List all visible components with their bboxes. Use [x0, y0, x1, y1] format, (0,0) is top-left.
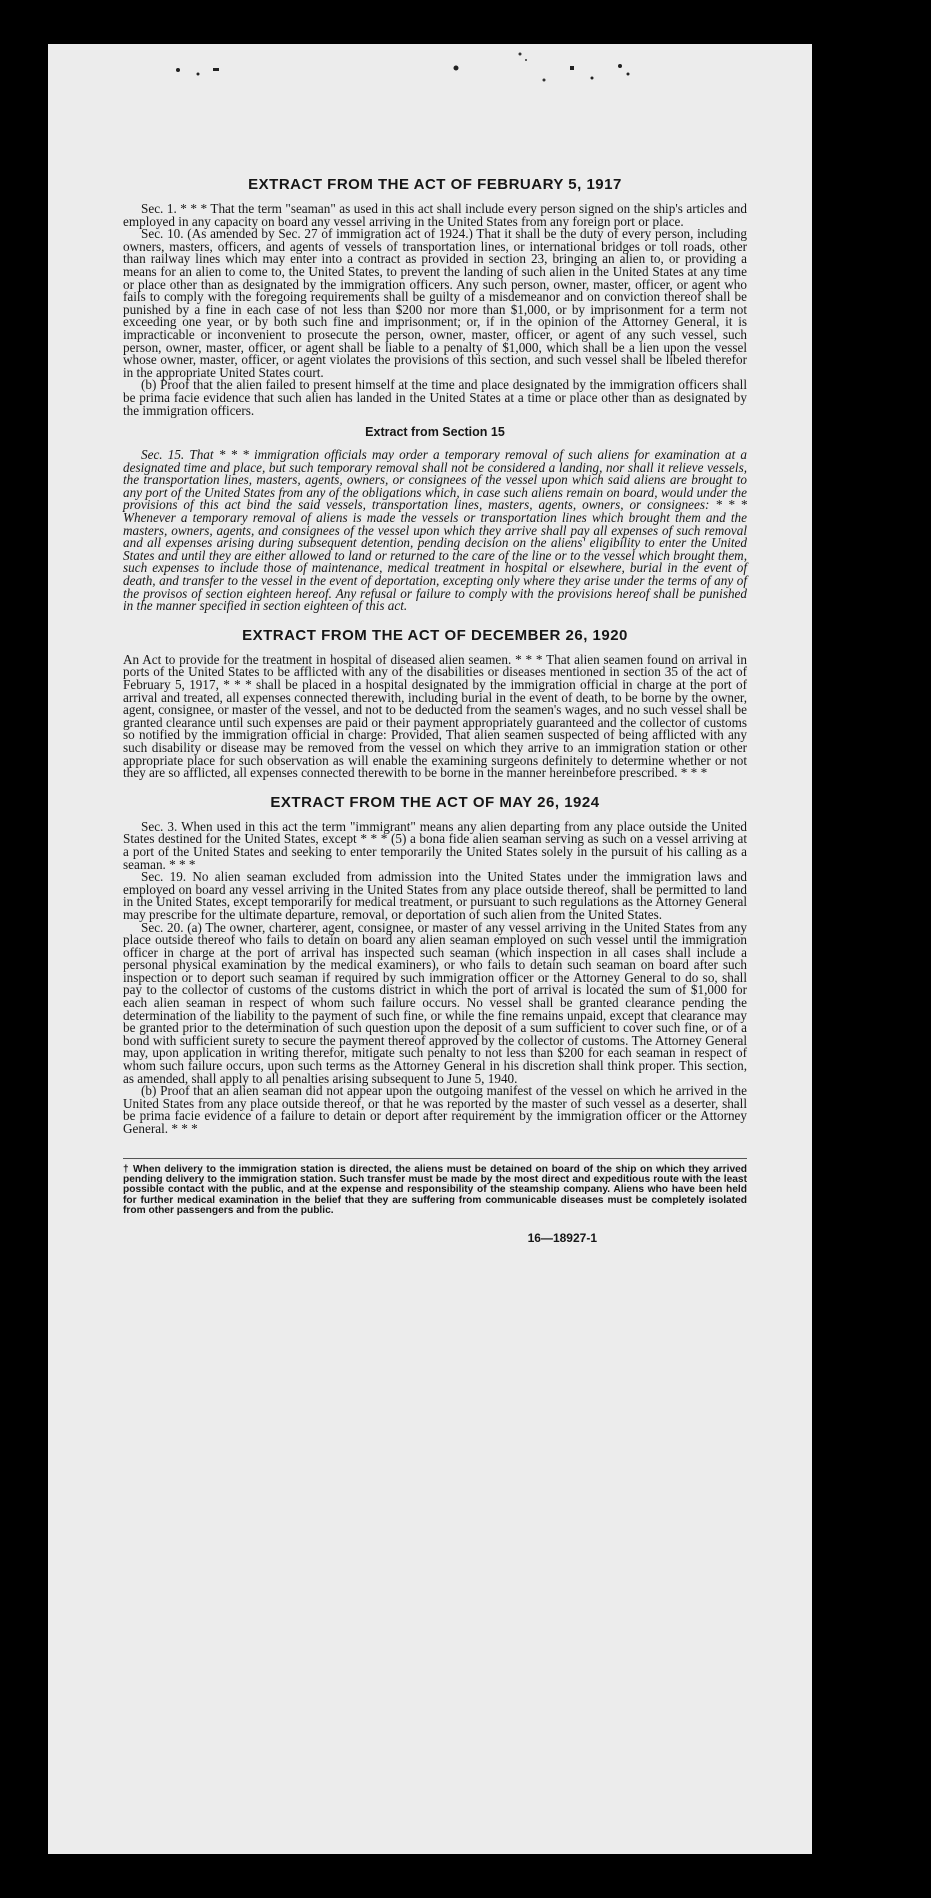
paragraph-sec-3: Sec. 3. When used in this act the term "immigrant" means any alien departing from any place outside the United States destined for the United States, except * * * (5) a bona fide alien seaman serving as such on a vessel arriving at a port of the United States and seeking to enter temporarily the United States solely in the pursuit of his calling as a seaman. * * *: [123, 818, 747, 872]
heading-act-1920: EXTRACT FROM THE ACT OF DECEMBER 26, 1920: [242, 626, 628, 644]
paragraph-sec-10b: (b) Proof that the alien failed to present himself at the time and place designated by the immigration officers shall be prima facie evidence that such alien has landed in the United States at a time or place other than as designated by the immigration officers.: [123, 377, 747, 418]
form-number: 16—18927-1: [527, 1230, 597, 1245]
paragraph-act-1920: An Act to provide for the treatment in hospital of diseased alien seamen. * * * That alien seamen found on arrival in ports of the United States to be afflicted with any of the disabilities or diseases mentioned in section 35 of the act of February 5, 1917, * * * shall be placed in a hospital designated by the immigration official in charge at the port of arrival and treated, all expenses connected therewith, including burial in the event of death, to be borne by the owner, agent, consignee, or master of the vessel, and not to be deducted from the seamen's wages, and no such vessel shall be granted clearance until such expenses are paid or their payment appropriately guaranteed and the collector of customs so notified by the immigration official in charge: Provided, That alien seamen suspected of being afflicted with any such disability or disease may be removed from the vessel on which they arrive to an immigration station or other appropriate place for such observation as will enable the examining surgeons definitely to determine whether or not they are so afflicted, all expenses connected therewith to be borne in the manner hereinbefore prescribed. * * *: [123, 651, 747, 781]
scan-specks: [48, 44, 812, 164]
paragraph-sec-19: Sec. 19. No alien seaman excluded from admission into the United States under the immigration laws and employed on board any vessel arriving in the United States from any place outside thereof, shall be permitted to land in the United States, except temporarily for medical treatment, or pursuant to such regulations as the Attorney General may prescribe for the ultimate departure, removal, or deportation of such alien from the United States.: [123, 869, 747, 922]
heading-act-1924: EXTRACT FROM THE ACT OF MAY 26, 1924: [270, 793, 600, 811]
paragraph-sec-20a: Sec. 20. (a) The owner, charterer, agent, consignee, or master of any vessel arriving in the United States from any place outside thereof who fails to detain on board any alien seaman employed on such vessel until the immigration officer in charge at the port of arrival has inspected such seaman (which inspection in all cases shall include a personal physical examination by the medical examiners), or who fails to detain such seaman on board after such inspection or to deport such seaman if required by such immigration officer or the Attorney General to do so, shall pay to the collector of customs of the customs district in which the port of arrival is located the sum of $1,000 for each alien seaman in respect of whom such failure occurs. No vessel shall be granted clearance pending the determination of the liability to the payment of such fine, or while the fine remains unpaid, except that clearance may be granted prior to the determination of such question upon the deposit of a sum sufficient to cover such fine, or of a bond with sufficient surety to secure the payment thereof approved by the collector of customs. The Attorney General may, upon application in writing therefor, mitigate such penalty to not less than $200 for each seaman in respect of whom such failure occurs, upon such terms as the Attorney General in his discretion shall think proper. This section, as amended, shall apply to all penalties arising subsequent to June 5, 1940.: [123, 919, 747, 1086]
document-page: [48, 44, 812, 1854]
footnote-text: † When delivery to the immigration station is directed, the aliens must be detained on board of the ship on which they arrived pending delivery to the immigration station. Such transfer must be made by the most direct and expeditious route with the least possible contact with the public, and at the expense and responsibility of the steamship company. Aliens who have been held for further medical examination in the belief that they are suffering from communicable diseases must be completely isolated from other passengers and from the public.: [123, 1163, 747, 1217]
paragraph-sec-1: Sec. 1. * * * That the term "seaman" as used in this act shall include every person signed on the ship's articles and employed in any capacity on board any vessel arriving in the United States from any foreign port or place.: [123, 201, 747, 229]
heading-section-15: Extract from Section 15: [365, 425, 505, 440]
paragraph-sec-10: Sec. 10. (As amended by Sec. 27 of immigration act of 1924.) That it shall be the duty of every person, including owners, masters, officers, and agents of vessels of transportation lines, or international bridges or toll roads, other than railway lines which may enter into a contract as provided in section 23, bringing an alien to, or providing a means for an alien to come to, the United States, to prevent the landing of such alien in the United States at any time or place other than as designated by the immigration officers. Any such person, owner, master, officer, or agent who fails to comply with the foregoing requirements shall be guilty of a misdemeanor and on conviction thereof shall be punished by a fine in each case of not less than $200 nor more than $1,000, or by imprisonment for a term not exceeding one year, or by both such fine and imprisonment; or, if in the opinion of the Attorney General, it is impracticable or inconvenient to prosecute the person, owner, master, officer, or agent of any such vessel, such person, owner, master, officer, or agent shall be liable to a penalty of $1,000, which shall be a lien upon the vessel whose owner, master, officer, or agent violates the provisions of this section, and such vessel shall be libeled therefor in the appropriate United States court.: [123, 226, 747, 380]
paragraph-sec-20b: (b) Proof that an alien seaman did not appear upon the outgoing manifest of the vessel on which he arrived in the United States from any place outside thereof, or that he was reported by the master of such vessel as a deserter, shall be prima facie evidence of a failure to detain or deport after requirement by the immigration officer or the Attorney General. * * *: [123, 1083, 747, 1136]
paragraph-sec-15: Sec. 15. That * * * immigration officials may order a temporary removal of such aliens for examination at a designated time and place, but such temporary removal shall not be considered a landing, nor shall it relieve vessels, the transportation lines, masters, agents, owners, or consignees of the vessel upon which said aliens are brought to any port of the United States from any of the obligations which, in case such aliens remain on board, would under the provisions of this act bind the said vessels, transportation lines, masters, agents, owners, or consignees: * * * Whenever a temporary removal of aliens is made the vessels or transportation lines which brought them and the masters, owners, agents, and consignees of the vessel upon which they arrive shall pay all expenses of such removal and all expenses arising during subsequent detention, pending decision on the aliens' eligibility to enter the United States and until they are either allowed to land or returned to the care of the line or to the vessel which brought them, such expenses to include those of maintenance, medical treatment in hospital or elsewhere, burial in the event of death, and transfer to the vessel in the event of deportation, excepting only where they arise under the terms of any of the provisos of section eighteen hereof. Any refusal or failure to comply with the provisions hereof shall be punished in the manner specified in section eighteen of this act.: [123, 447, 747, 614]
heading-act-1917: EXTRACT FROM THE ACT OF FEBRUARY 5, 1917: [248, 176, 622, 193]
document-body: [123, 176, 747, 1245]
footnote: [123, 1158, 747, 1217]
